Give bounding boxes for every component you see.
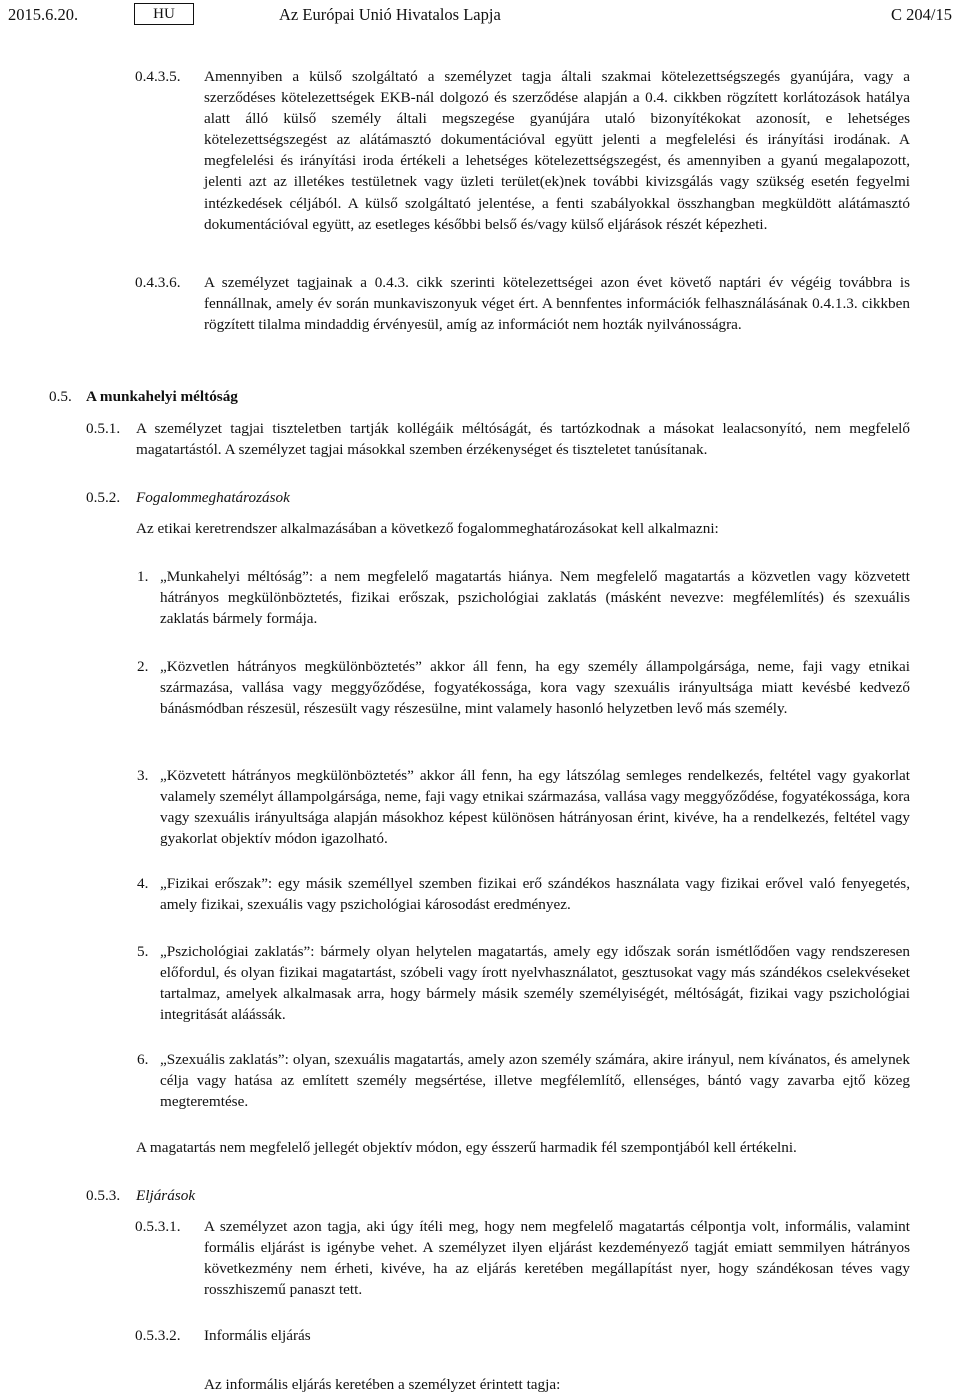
list-item-number: 5.: [137, 943, 149, 960]
section-heading: A munkahelyi méltóság: [86, 388, 238, 405]
journal-title: Az Európai Unió Hivatalos Lapja: [279, 5, 501, 24]
list-item: „Munkahelyi méltóság”: a nem megfelelő magatartás hiánya. Nem megfelelő magatartás a közvetlen vagy közvetett hátrányos megkülönböztetés, fizikai erőszak, pszichológiai zaklatás (másként nevezve: megfélemlítés) és szexuális zaklatás bármely formája.: [160, 568, 910, 628]
section-heading: Fogalommeghatározások: [136, 489, 290, 506]
paragraph-0-4-3-6: A személyzet tagjainak a 0.4.3. cikk szerinti kötelezettségei azon évet követő naptári év végéig továbbra is fennállnak, amely év során munkaviszonyuk véget ért. A bennfentes információk felhasználásának 0.4.1.3. cikkben rögzített tilalma mindaddig érvényesül, amíg az információt nem hozták nyilvánosságra.: [204, 274, 910, 334]
definitions-closing: A magatartás nem megfelelő jellegét objektív módon, egy ésszerű harmadik fél szempontjából kell értékelni.: [136, 1139, 797, 1156]
language-badge: HU: [134, 3, 194, 25]
list-item: „Pszichológiai zaklatás”: bármely olyan helytelen magatartás, amely egy időszak során ismétlődően vagy rendszeresen előfordul, és olyan fizikai magatartást, szóbeli vagy írott nyelvhasználatot, gesztusokat vagy más szándékos cselekvéseket tartalmaz, amelyek alkalmasak arra, hogy bármely másik személy személyiségét, méltóságát, fizikai vagy pszichológiai integritását aláássák.: [160, 943, 910, 1024]
paragraph-0-5-3-1: A személyzet azon tagja, aki úgy ítéli meg, hogy nem megfelelő magatartás célpontja volt, informális, valamint formális eljárást is igénybe vehet. A személyzet ilyen eljárást kezdeményező tagját emiatt semmilyen hátrányos következmény nem érheti, kivéve, ha az eljárás keretében megállapítást nyer, hogy szándékosan téves vagy rosszhiszemű panaszt tett.: [204, 1218, 910, 1299]
section-number: 0.4.3.6.: [135, 274, 181, 291]
list-item: „Szexuális zaklatás”: olyan, szexuális magatartás, amely azon személy számára, akire irányul, nem kívánatos, és amelynek célja vagy hatása az említett személy megsértése, illetve megfélemlítő, ellenséges, bántó vagy zavarba ejtő közeg megteremtése.: [160, 1051, 910, 1111]
section-heading: Eljárások: [136, 1187, 196, 1204]
section-number: 0.5.3.1.: [135, 1218, 181, 1235]
list-item-number: 3.: [137, 767, 149, 784]
section-number: 0.5.1.: [86, 420, 121, 437]
list-item: „Fizikai erőszak”: egy másik személlyel szemben fizikai erő szándékos használata vagy fizikai erővel való fenyegetés, amely fizikai, szexuális vagy pszichológiai károsodást eredményez.: [160, 875, 910, 914]
section-number: 0.5.3.: [86, 1187, 121, 1204]
list-item-number: 6.: [137, 1051, 149, 1068]
definitions-intro: Az etikai keretrendszer alkalmazásában a következő fogalommeghatározásokat kell alkalmazni:: [136, 520, 719, 537]
list-item: „Közvetett hátrányos megkülönböztetés” akkor áll fenn, ha egy látszólag semleges rendelkezés, feltétel vagy gyakorlat valamely személyt állampolgársága, neme, faji vagy etnikai származása, vallása vagy meggyőződése, fogyatékossága, kora vagy szexuális irányultsága alapján másokhoz képest különösen hátrányosan érint, kivéve, ha a rendelkezés, feltétel vagy gyakorlat objektív módon igazolható.: [160, 767, 910, 848]
list-item-number: 4.: [137, 875, 149, 892]
list-item-number: 2.: [137, 658, 149, 675]
section-number: 0.4.3.5.: [135, 68, 181, 85]
paragraph-0-4-3-5: Amennyiben a külső szolgáltató a személyzet tagja általi szakmai kötelezettségszegés gyanújára, vagy a szerződéses kötelezettségek EKB-nál dolgozó és szerződése alapján a 0.4. cikkben rögzített korlátozások hatálya alatt álló külső személy általi megszegése gyanújára utaló bizonyítékokat azonosít, e lehetséges kötelezettségszegést az alátámasztó dokumentációval együtt jelenti a megfelelési és irányítási irodának. A megfelelési és irányítási iroda értékeli a lehetséges kötelezettségszegést, és amennyiben a gyanú megalapozott, jelenti azt az illetékes testületnek vagy üzleti terület(ek)nek további kivizsgálás vagy szükség esetén fegyelmi intézkedések céljából. A külső szolgáltató jelentése, a fenti szabályokkal összhangban megküldött alátámasztó dokumentációval együtt, az esetleges későbbi belső és/vagy külső eljárások részét képezheti.: [204, 68, 910, 233]
paragraph-0-5-1: A személyzet tagjai tiszteletben tartják kollégáik méltóságát, és tartózkodnak a másokat lealacsonyító, nem megfelelő magatartástól. A személyzet tagjai másokkal szemben érzékenységet és tiszteletet tanúsítanak.: [136, 420, 910, 459]
header-date: 2015.6.20.: [8, 5, 79, 24]
section-number: 0.5.3.2.: [135, 1327, 181, 1344]
list-item: „Közvetlen hátrányos megkülönböztetés” akkor áll fenn, ha egy személy állampolgársága, neme, faji vagy etnikai származása, vallása vagy meggyőződése, fogyatékossága, kora vagy szexuális irányultsága miatt kevésbé kedvező bánásmódban részesül, részesült vagy részesülne, mint valamely hasonló helyzetben levő más személy.: [160, 658, 910, 718]
list-item-number: 1.: [137, 568, 149, 585]
section-number: 0.5.: [49, 388, 72, 405]
informal-procedure-intro: Az informális eljárás keretében a személyzet érintett tagja:: [204, 1376, 561, 1393]
section-heading: Informális eljárás: [204, 1327, 311, 1344]
page-number: C 204/15: [891, 5, 952, 24]
section-number: 0.5.2.: [86, 489, 121, 506]
